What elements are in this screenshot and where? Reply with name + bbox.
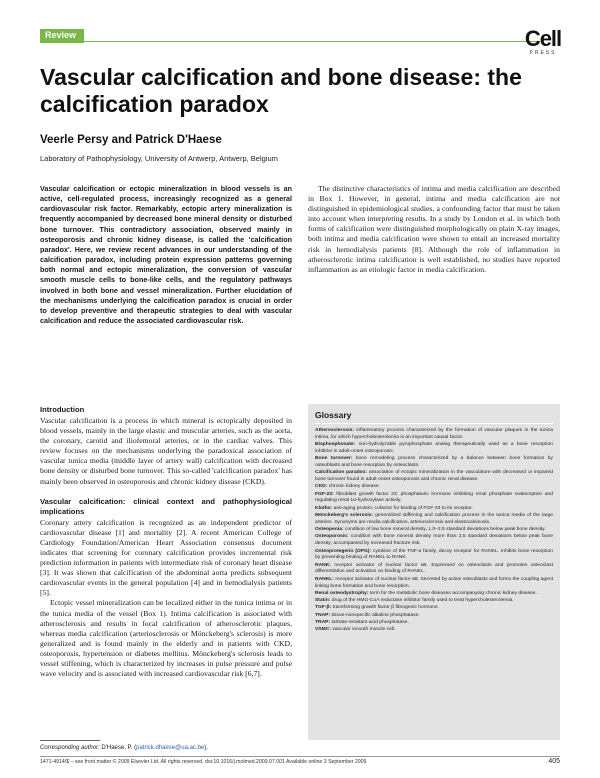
glossary-definition: term for the metabolic bone diseases accompanying chronic kidney disease. — [368, 590, 537, 596]
logo-main: Cell — [524, 26, 562, 51]
glossary-entry — [315, 549, 553, 563]
glossary-definition: cytokine of the TNF-α family, decoy receptor for RANKL. Inhibits bone resorption by preventing binding of RANKL to RANK. — [315, 548, 554, 561]
glossary-term: Atherosclerosis: — [315, 428, 354, 433]
glossary-entry — [315, 591, 553, 598]
glossary-entry — [315, 492, 553, 506]
footnote-rule — [40, 740, 100, 741]
glossary-term: Renal osteodystrophy: — [315, 590, 369, 596]
glossary-entry — [315, 613, 553, 620]
glossary-definition: anti-aging protein; cofactor for binding of FGF-23 to its receptor. — [332, 505, 473, 511]
article-title: Vascular calcification and bone disease: the calcification paradox — [40, 64, 522, 117]
glossary-definition: transforming growth factor β fibrogenic hormone. — [331, 605, 440, 611]
intro-paragraph: Vascular calcification is a process in which mineral is ectopically deposited in blood vessels, mainly in the large elastic and muscular arteries, such as the aorta, the coronary, carotid and iliofemoral arteries, or in the cardiac valves. This review focuses on the mechanisms underlying the paradoxical association of vascular tunica media (middle layer of artery wall) calcification with decreased bone density or disturbed bone turnover. This so-called 'calcification paradox' has mainly been observed in osteoporosis and chronic kidney disease (CKD). — [40, 416, 292, 486]
section2-paragraph-2: Ectopic vessel mineralization can be localized either in the tunica intima or in the tunica media of the vessel (Box 1). Intima calcification is associated with atherosclerosis and results in focal calcification of atherosclerotic plaques, whereas media calcification (arteriosclerosis or Mönckeberg's sclerosis) is more generalized and is found mainly in the elderly and in patients with CKD, osteoporosis, hypertension or diabetes mellitus. Mönckeberg's sclerosis leads to vessel stiffening, which is characterized by increases in pulse pressure and pulse wave velocity and is associated with increased cardiovascular risk [6,7]. — [40, 598, 292, 679]
left-column — [40, 405, 292, 679]
abstract: Vascular calcification or ectopic mineralization in blood vessels is an active, cell-regulated process, increasingly recognized as a general cardiovascular risk factor. Remarkably, ectopic artery mineralization is frequently accompanied by decreased bone mineral density or disturbed bone turnover. This contradictory association, observed mainly in osteoporosis and chronic kidney disease, is called the 'calcification paradox'. Here, we review recent advances in our understanding of the calcification paradox, including protein expression patterns governing both normal and ectopic mineralization, the conversion of vascular smooth muscle cells to bone-like cells, and the regulatory pathways involved in both bone and vessel mineralization. Further elucidation of the mechanisms underlying the calcification paradox is crucial in order to develop preventive and therapeutic strategies to deal with vascular calcification and reduce the associated cardiovascular risk. — [40, 184, 292, 326]
glossary-box — [308, 404, 560, 740]
section-label: Review — [40, 29, 84, 43]
glossary-entry — [315, 506, 553, 513]
glossary-title: Glossary — [315, 410, 553, 424]
glossary-term: Bisphosphonate: — [315, 442, 356, 448]
article-authors: Veerle Persy and Patrick D'Haese — [40, 134, 222, 146]
glossary-term: VSMC: — [315, 627, 331, 633]
corresponding-email-link[interactable]: patrick.dhaese@ua.ac.be — [136, 745, 205, 751]
corresponding-author: Corresponding author: D'Haese, P. (patrick.dhaese@ua.ac.be). — [40, 745, 208, 751]
glossary-definition: receptor activator of nuclear factor κB. Secreted by active osteoblasts and forms the coupling agent linking bone formation and bone resorption. — [315, 576, 553, 589]
glossary-definition: vascular smooth muscle cell. — [330, 627, 396, 633]
glossary-term: Calcification paradox: — [315, 470, 368, 476]
glossary-term: TNAP: — [315, 612, 331, 618]
glossary-entry — [315, 527, 553, 534]
glossary-entry — [315, 598, 553, 605]
corresponding-name: D'Haese, P. — [101, 745, 133, 751]
glossary-term: TRAP: — [315, 620, 331, 626]
glossary-entry — [315, 513, 553, 527]
article-affiliation: Laboratory of Pathophysiology, University of Antwerp, Antwerp, Belgium — [40, 154, 278, 163]
glossary-term: Mönckeberg's sclerosis: — [315, 513, 374, 519]
glossary-term: CKD: — [315, 484, 328, 490]
glossary-definition: condition of low bone mineral density, 1.0–2.5 standard deviations below peak bone density. — [343, 527, 546, 533]
glossary-definition: bone remodeling process characterized by a balance between bone formation by osteoblasts and bone resorption by osteoclasts. — [315, 456, 554, 468]
glossary-definition: association of ectopic mineralization in the vasculature with decreased or impaired bone turnover found in adult-onset osteoporosis and chronic renal disease. — [315, 470, 553, 483]
glossary-entry — [315, 620, 553, 627]
glossary-definition: tartrate-resistant acid phosphatase. — [330, 620, 409, 626]
glossary-entry — [315, 456, 553, 470]
header-rule — [84, 41, 540, 42]
right-column — [308, 184, 560, 275]
glossary-term: Statin: — [315, 598, 331, 604]
journal-info-line: 1471-4914/$ – see front matter © 2009 Elsevier Ltd. All rights reserved. doi:10.1016/j.molmed.2009.07.001 Available online 3 September 2009 — [40, 759, 367, 765]
glossary-entry — [315, 534, 553, 548]
glossary-term: Osteoprotegerin (OPG): — [315, 548, 372, 554]
glossary-entry — [315, 470, 553, 484]
glossary-entry — [315, 605, 553, 612]
glossary-definition: receptor activator of nuclear factor κB. Expressed on osteoclasts and promotes osteoclast differentiation and activation on binding of RANKL. — [315, 562, 553, 575]
glossary-entry — [315, 627, 553, 634]
glossary-entries — [315, 428, 553, 634]
logo-sub: PRESS — [529, 50, 557, 56]
glossary-term: Klotho: — [315, 505, 333, 511]
glossary-term: Osteoporosis: — [315, 534, 349, 540]
section2-paragraph-3: The distinctive characteristics of intima and media calcification are described in Box 1. However, in general, intima and media calcification are not distinguished in epidemiological studies, a confounding factor that must be taken into account when interpreting results. In a study by London et al. in which both forms of calcification were distinguished morphologically on plain X-ray images, both intima and media calcification were shown to entail an increased mortality risk in hemodialysis patients [8]. Although the role of inflammation in atherosclerotic intima calcification is well established, no studies have reported inflammation as an etiologic factor in media calcification. — [308, 184, 560, 274]
journal-logo — [519, 28, 567, 56]
footer-rule — [40, 756, 560, 757]
glossary-definition: fibroblast growth factor 23; phosphaturic hormone inhibiting renal phosphate reabsorption and regulating renal 1α-hydroxylase activity. — [315, 491, 553, 504]
glossary-term: Bone turnover: — [315, 456, 353, 462]
section2-heading: Vascular calcification: clinical context and pathophysiological implications — [40, 496, 292, 516]
glossary-term: RANK: — [315, 562, 331, 568]
glossary-definition: drug of the HMG-CoA reductase inhibitor family used to treat hypercholesterolemia. — [330, 598, 514, 604]
glossary-entry — [315, 484, 553, 491]
glossary-entry — [315, 442, 553, 456]
corresponding-label: Corresponding author: — [40, 745, 100, 751]
glossary-term: FGF-23: — [315, 491, 334, 497]
glossary-definition: generalized stiffening and calcification process in the tunica media of the large arteries. Synonyms are media calcification, arteriosclerosis and elastocalcinosis. — [315, 513, 553, 525]
glossary-definition: chronic kidney disease. — [327, 484, 381, 490]
glossary-entry — [315, 428, 553, 442]
glossary-entry — [315, 577, 553, 591]
glossary-term: Osteopenia: — [315, 527, 344, 533]
page-number: 405 — [548, 758, 560, 765]
glossary-definition: condition with bone mineral density more than 2.5 standard deviations below peak bone density; accompanied by increased fracture risk. — [315, 534, 553, 547]
section2-paragraph-1: Coronary artery calcification is recognized as an independent predictor of cardiovascular disease [1] and mortality [2]. A recent American College of Cardiology Foundation/American Heart Association consensus document indicates that screening for coronary calcification provides incremental risk prediction information in patients with intermediate risk of coronary heart disease [3]. It was shown that calcification of the abdominal aorta predicts subsequent cardiovascular events in the general population [4] and in hemodialysis patients [5]. — [40, 517, 292, 598]
glossary-entry — [315, 563, 553, 577]
glossary-term: TGF-β: — [315, 605, 332, 611]
glossary-definition: inflammatory process characterized by the formation of vascular plaques in the tunica intima, for which hypercholesterolemia is an important causal factor. — [315, 428, 553, 440]
glossary-term: RANKL: — [315, 576, 334, 582]
intro-heading: Introduction — [40, 405, 85, 414]
glossary-definition: tissue-nonspecific alkaline phosphatase. — [330, 612, 420, 618]
glossary-definition: non-hydrolyzable pyrophosphate analog therapeutically used as a bone resorption inhibitor in adult-onset osteoporosis. — [315, 442, 553, 454]
